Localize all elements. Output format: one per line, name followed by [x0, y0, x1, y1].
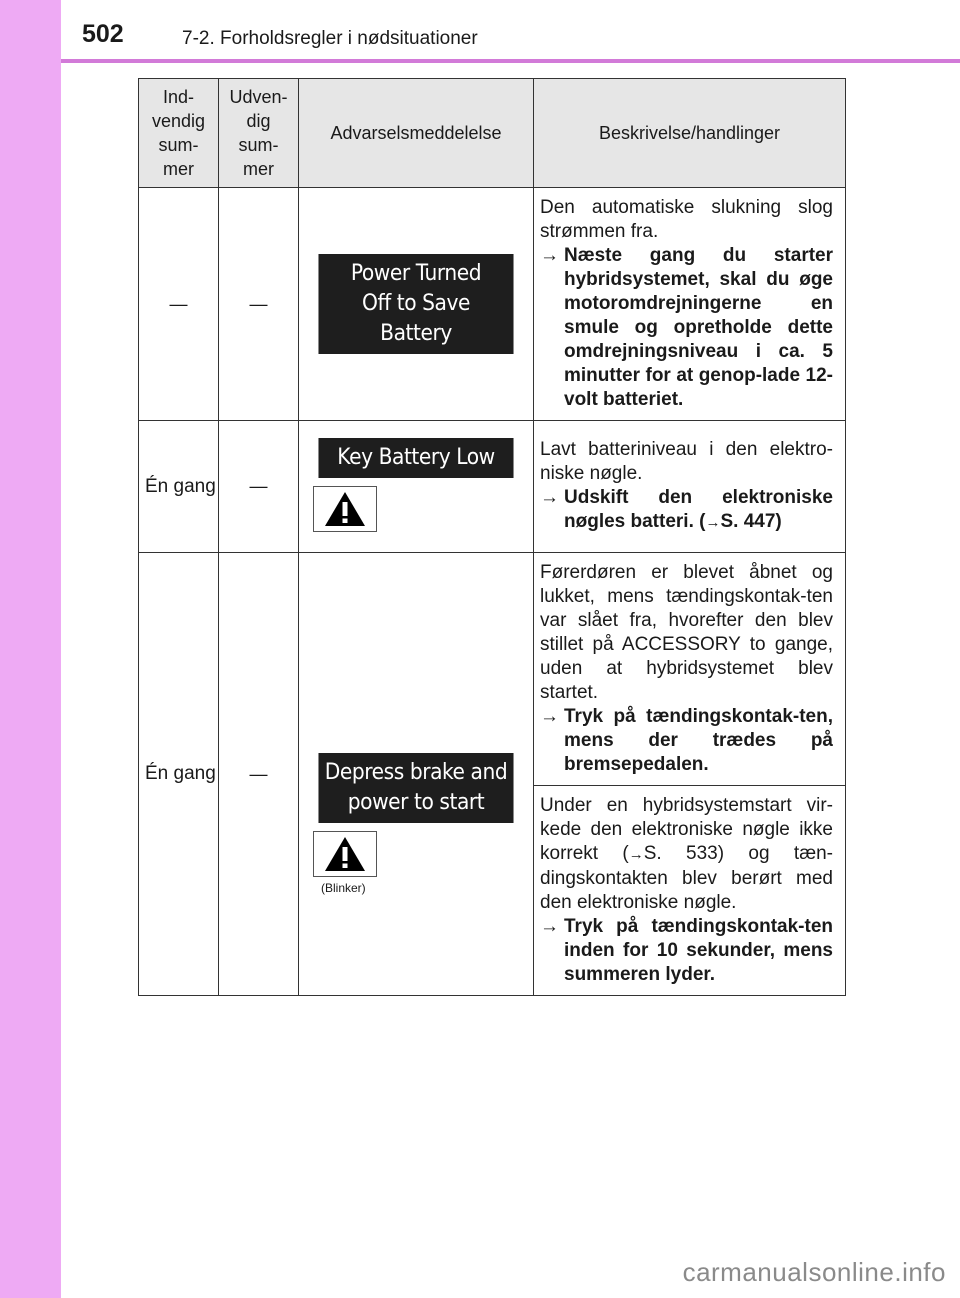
- cell-internal: —: [139, 188, 219, 421]
- cell-external: —: [219, 188, 299, 421]
- blinker-label: (Blinker): [321, 881, 366, 895]
- warning-light-box: [313, 486, 377, 532]
- display-message-screen: Depress brake and power to start: [318, 753, 513, 823]
- display-message-screen: Power Turned Off to Save Battery: [318, 254, 513, 354]
- table-row: [139, 421, 846, 553]
- cell-internal: Én gang: [139, 553, 219, 996]
- arrow-right-icon: →: [705, 514, 721, 531]
- arrow-right-icon: →: [540, 916, 559, 937]
- cell-external: —: [219, 553, 299, 996]
- header-rule: [61, 59, 960, 63]
- warning-triangle-icon: [323, 835, 367, 873]
- warning-message-table: [138, 78, 846, 996]
- action-item: → Næste gang du starter hybridsystemet, skal du øge motoromdrejningerne en smule og opretholde dette omdrejningsniveau i ca. 5 minutter for at genop-lade 12-volt batteriet.: [540, 245, 833, 410]
- warning-triangle-icon: [323, 490, 367, 528]
- cell-warning-image: [299, 553, 534, 996]
- arrow-right-icon: →: [540, 487, 559, 508]
- arrow-right-icon: →: [628, 846, 644, 863]
- action-item: → Tryk på tændingskontak-ten inden for 10 sekunder, mens summeren lyder.: [540, 916, 833, 985]
- header-internal-buzzer: Ind- vendig sum- mer: [139, 79, 219, 188]
- warning-light-box: [313, 831, 377, 877]
- arrow-right-icon: →: [540, 245, 559, 266]
- section-title: 7-2. Forholdsregler i nødsituationer: [182, 28, 478, 49]
- watermark: carmanualsonline.info: [682, 1257, 946, 1287]
- cell-internal: Én gang: [139, 421, 219, 553]
- cell-description: Førerdøren er blevet åbnet og lukket, mens tændingskontak-ten var slået fra, hvorefter den blev stillet på ACCESSORY to gange, uden at hybridsystemet blev startet. → Tryk på tændingskontak-ten, mens der trædes på bremsepedalen.: [534, 553, 846, 786]
- action-item: → Udskift den elektroniske nøgles batteri. (→S. 447): [540, 487, 833, 532]
- header-warning-message: Advarselsmeddelelse: [299, 79, 534, 188]
- cell-description: Lavt batteriniveau i den elektro-niske nøgle. → Udskift den elektroniske nøgles batteri. (→S. 447): [534, 421, 846, 553]
- table-row: [139, 553, 846, 786]
- cell-warning-image: [299, 421, 534, 553]
- page-sidebar-tab: [0, 0, 61, 1298]
- display-message-screen: Key Battery Low: [318, 438, 513, 478]
- table-header-row: [139, 79, 846, 188]
- header-description: Beskrivelse/handlinger: [534, 79, 846, 188]
- cell-warning-image: [299, 188, 534, 421]
- table-row: [139, 188, 846, 421]
- page-number: 502: [82, 20, 124, 48]
- cell-description: Under en hybridsystemstart vir-kede den elektroniske nøgle ikke korrekt (→S. 533) og tæn-dingskontakten blev berørt med den elektroniske nøgle. → Tryk på tændingskontak-ten inden for 10 sekunder, mens summeren lyder.: [534, 786, 846, 996]
- cell-description: Den automatiske slukning slog strømmen fra. → Næste gang du starter hybridsystemet, skal du øge motoromdrejningerne en smule og opretholde dette omdrejningsniveau i ca. 5 minutter for at genop-lade 12-volt batteriet.: [534, 188, 846, 421]
- action-item: → Tryk på tændingskontak-ten, mens der trædes på bremsepedalen.: [540, 706, 833, 775]
- header-external-buzzer: Udven- dig sum- mer: [219, 79, 299, 188]
- arrow-right-icon: →: [540, 706, 559, 727]
- cell-external: —: [219, 421, 299, 553]
